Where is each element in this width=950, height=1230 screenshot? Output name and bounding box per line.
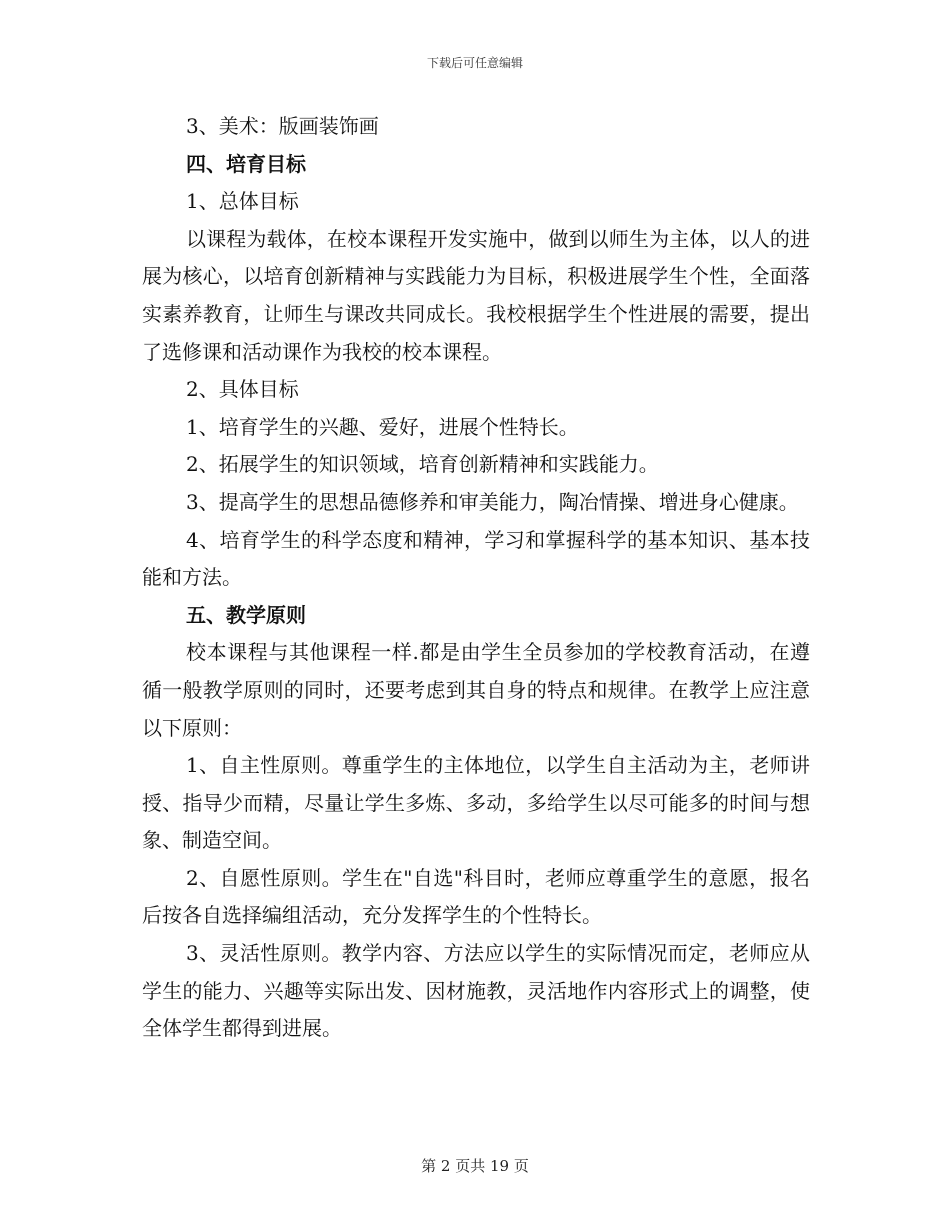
section-heading-principles: 五、教学原则	[186, 602, 306, 627]
section-heading-goals: 四、培育目标	[186, 151, 306, 176]
principle-item-2: 2、自愿性原则。学生在"自选"科目时，老师应尊重学生的意愿，报名后按各自选择编组活动，充分发挥学生的个性特长。	[142, 865, 810, 928]
document-body	[142, 108, 810, 1048]
subheading-specific-goals: 2、具体目标	[186, 377, 299, 402]
principles-intro-paragraph: 校本课程与其他课程一样.都是由学生全员参加的学校教育活动，在遵循一般教学原则的同时，还要考虑到其自身的特点和规律。在教学上应注意以下原则：	[142, 640, 810, 740]
page-footer: 第 2 页共 19 页	[421, 1157, 529, 1175]
goal-item-1: 1、培育学生的兴趣、爱好，进展个性特长。	[186, 414, 579, 439]
goal-item-3: 3、提高学生的思想品德修养和审美能力，陶冶情操、增进身心健康。	[186, 489, 799, 514]
subheading-overall-goal: 1、总体目标	[186, 189, 299, 214]
art-item: 3、美术：版画装饰画	[186, 114, 379, 138]
page-header: 下载后可任意编辑	[426, 56, 523, 70]
principle-item-1: 1、自主性原则。尊重学生的主体地位，以学生自主活动为主，老师讲授、指导少而精，尽量让学生多炼、多动，多给学生以尽可能多的时间与想象、制造空间。	[142, 753, 810, 853]
principle-item-3: 3、灵活性原则。教学内容、方法应以学生的实际情况而定，老师应从学生的能力、兴趣等实际出发、因材施教，灵活地作内容形式上的调整，使全体学生都得到进展。	[142, 941, 810, 1041]
overall-goal-paragraph: 以课程为载体，在校本课程开发实施中，做到以师生为主体，以人的进展为核心，以培育创新精神与实践能力为目标，积极进展学生个性，全面落实素养教育，让师生与课改共同成长。我校根据学生个性进展的需要，提出了选修课和活动课作为我校的校本课程。	[142, 226, 810, 364]
goal-item-2: 2、拓展学生的知识领域，培育创新精神和实践能力。	[186, 452, 659, 477]
goal-item-4: 4、培育学生的科学态度和精神，学习和掌握科学的基本知识、基本技能和方法。	[142, 527, 810, 590]
